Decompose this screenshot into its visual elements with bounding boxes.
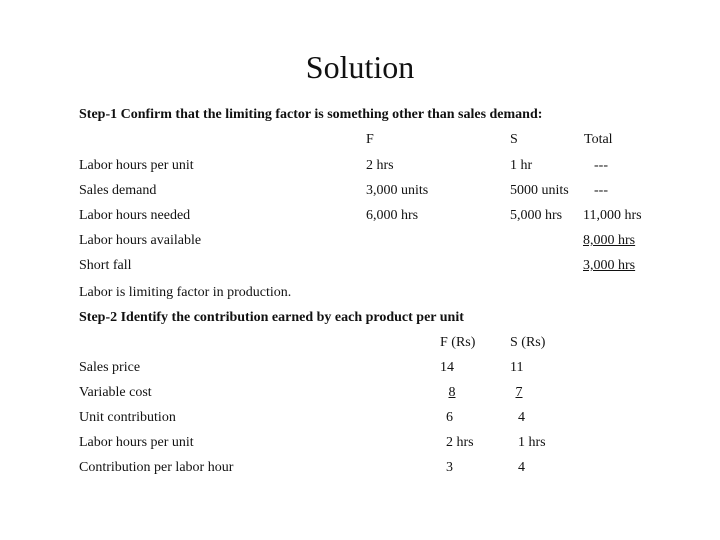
step1-header-total: Total <box>584 132 613 147</box>
step1-conclusion: Labor is limiting factor in production. <box>79 285 292 300</box>
row-label: Short fall <box>79 258 132 273</box>
cell-f: 3,000 units <box>366 183 429 198</box>
cell-f: 3 <box>446 460 453 475</box>
row-label: Contribution per labor hour <box>79 460 234 475</box>
cell-s: 5,000 hrs <box>510 208 563 223</box>
cell-total: 3,000 hrs <box>583 258 636 273</box>
slide-title: Solution <box>305 49 415 85</box>
step2-heading: Step-2 Identify the contribution earned by each product per unit <box>79 310 464 325</box>
cell-total: --- <box>594 158 608 173</box>
row-label: Sales price <box>79 360 141 375</box>
cell-s: 11 <box>510 360 524 375</box>
cell-total: --- <box>594 183 608 198</box>
cell-f: 6,000 hrs <box>366 208 419 223</box>
cell-f: 2 hrs <box>446 435 474 450</box>
cell-f: 2 hrs <box>366 158 394 173</box>
step1-heading: Step-1 Confirm that the limiting factor is something other than sales demand: <box>79 107 543 122</box>
row-label: Unit contribution <box>79 410 176 425</box>
cell-s: 4 <box>518 460 525 475</box>
cell-s: 1 hr <box>510 158 533 173</box>
step1-header-s: S <box>510 132 518 147</box>
step2-header-s: S (Rs) <box>510 335 546 350</box>
cell-s: 5000 units <box>510 183 569 198</box>
row-label: Labor hours per unit <box>79 435 194 450</box>
cell-total: 8,000 hrs <box>583 233 636 248</box>
cell-f: 8 <box>448 385 456 400</box>
step2-header-f: F (Rs) <box>440 335 476 350</box>
cell-s: 1 hrs <box>518 435 546 450</box>
cell-f: 14 <box>440 360 454 375</box>
row-label: Labor hours available <box>79 233 202 248</box>
cell-s: 4 <box>518 410 525 425</box>
cell-s: 7 <box>515 385 523 400</box>
row-label: Sales demand <box>79 183 157 198</box>
row-label: Labor hours needed <box>79 208 191 223</box>
cell-f: 6 <box>446 410 453 425</box>
row-label: Labor hours per unit <box>79 158 194 173</box>
step1-header-f: F <box>366 132 374 147</box>
cell-total: 11,000 hrs <box>583 208 642 223</box>
row-label: Variable cost <box>79 385 152 400</box>
